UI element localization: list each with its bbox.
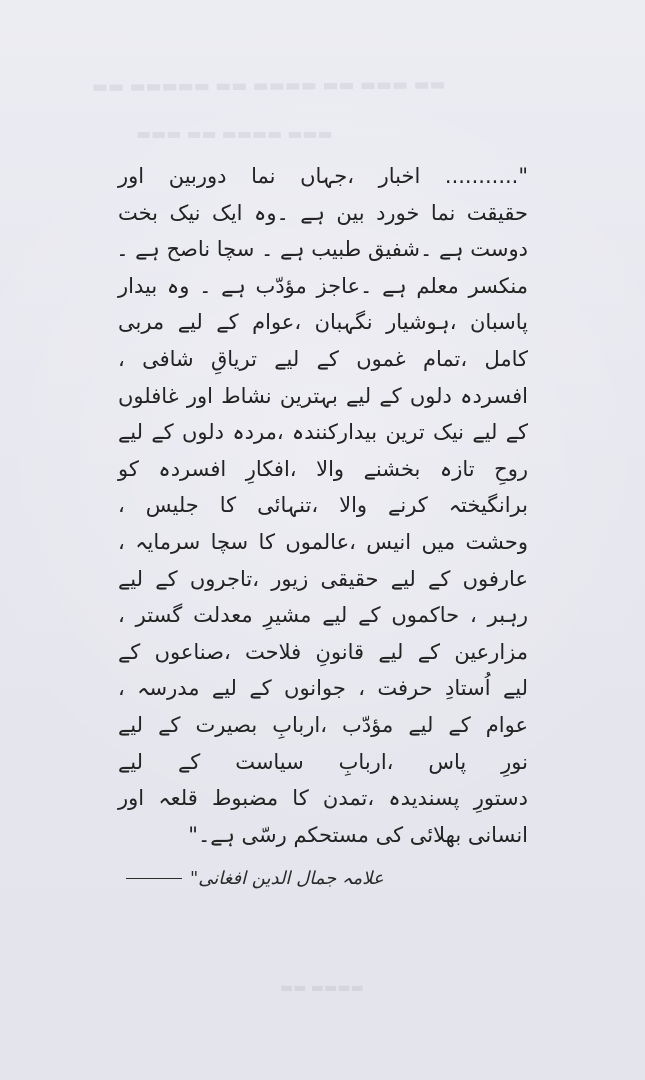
quote-line-4: منکسر معلم ہے ۔عاجز مؤدّب ہے ۔ وہ بیدار xyxy=(118,273,528,298)
quote-line-13: رہبر ، حاکموں کے لیے مشیرِ معدلت گستر ، xyxy=(118,603,528,628)
attribution-text: علامہ جمال الدین افغانی" xyxy=(190,868,384,889)
quote-line-5: پاسبان ،ہوشیار نگہبان ،عوام کے لیے مربی xyxy=(118,310,528,335)
quote-line-12: عارفوں کے لیے حقیقی زیور ،تاجروں کے لیے xyxy=(118,566,528,591)
quote-line-19: انسانی بھلائی کی مستحکم رسّی ہے۔" xyxy=(188,822,528,847)
quote-line-3: دوست ہے ۔شفیق طبیب ہے ۔ سچا ناصح ہے ۔ xyxy=(116,237,528,262)
bleed-through-text: ▬▬ ▬▬▬ ▬▬ ▬▬▬▬ ▬▬ ▬▬▬▬▬ ▬▬ xyxy=(91,74,446,98)
attribution xyxy=(126,868,384,889)
bleed-through-text: ▬▬▬ ▬▬▬▬ ▬▬ ▬▬▬ xyxy=(136,124,333,143)
quote-line-8: کے لیے نیک ترین بیدارکنندہ ،مردہ دلوں کے لیے xyxy=(118,420,528,445)
quote-line-15: لیے اُستادِ حرفت ، جوانوں کے لیے مدرسہ ، xyxy=(118,676,528,701)
quote-line-10: برانگیختہ کرنے والا ،تنہائی کا جلیس ، xyxy=(118,493,528,518)
quote-line-18: دستورِ پسندیدہ ،تمدن کا مضبوط قلعہ اور xyxy=(118,786,528,811)
quote-line-2: حقیقت نما خورد بین ہے ۔وہ ایک نیک بخت xyxy=(118,200,528,225)
quote-line-14: مزارعین کے لیے قانونِ فلاحت ،صناعوں کے xyxy=(118,639,528,664)
quote-line-6: کامل ،تمام غموں کے لیے تریاقِ شافی ، xyxy=(118,346,528,371)
quote-line-17: نورِ پاس ،اربابِ سیاست کے لیے xyxy=(118,749,528,774)
bleed-through-text: ▬▬▬▬ ▬▬ xyxy=(280,980,364,996)
attribution-dash xyxy=(126,878,182,879)
quote-line-9: روحِ تازہ بخشنے والا ،افکارِ افسردہ کو xyxy=(118,456,528,481)
quote-line-16: عوام کے لیے مؤدّب ،اربابِ بصیرت کے لیے xyxy=(118,712,528,737)
quote-line-11: وحشت میں انیس ،عالموں کا سچا سرمایہ ، xyxy=(118,529,528,554)
quote-line-7: افسردہ دلوں کے لیے بہترین نشاط اور غافلوں xyxy=(118,383,528,408)
quote-line-1: "........... اخبار ،جہاں نما دوربین اور xyxy=(118,164,528,188)
quote-text-block xyxy=(118,158,528,853)
